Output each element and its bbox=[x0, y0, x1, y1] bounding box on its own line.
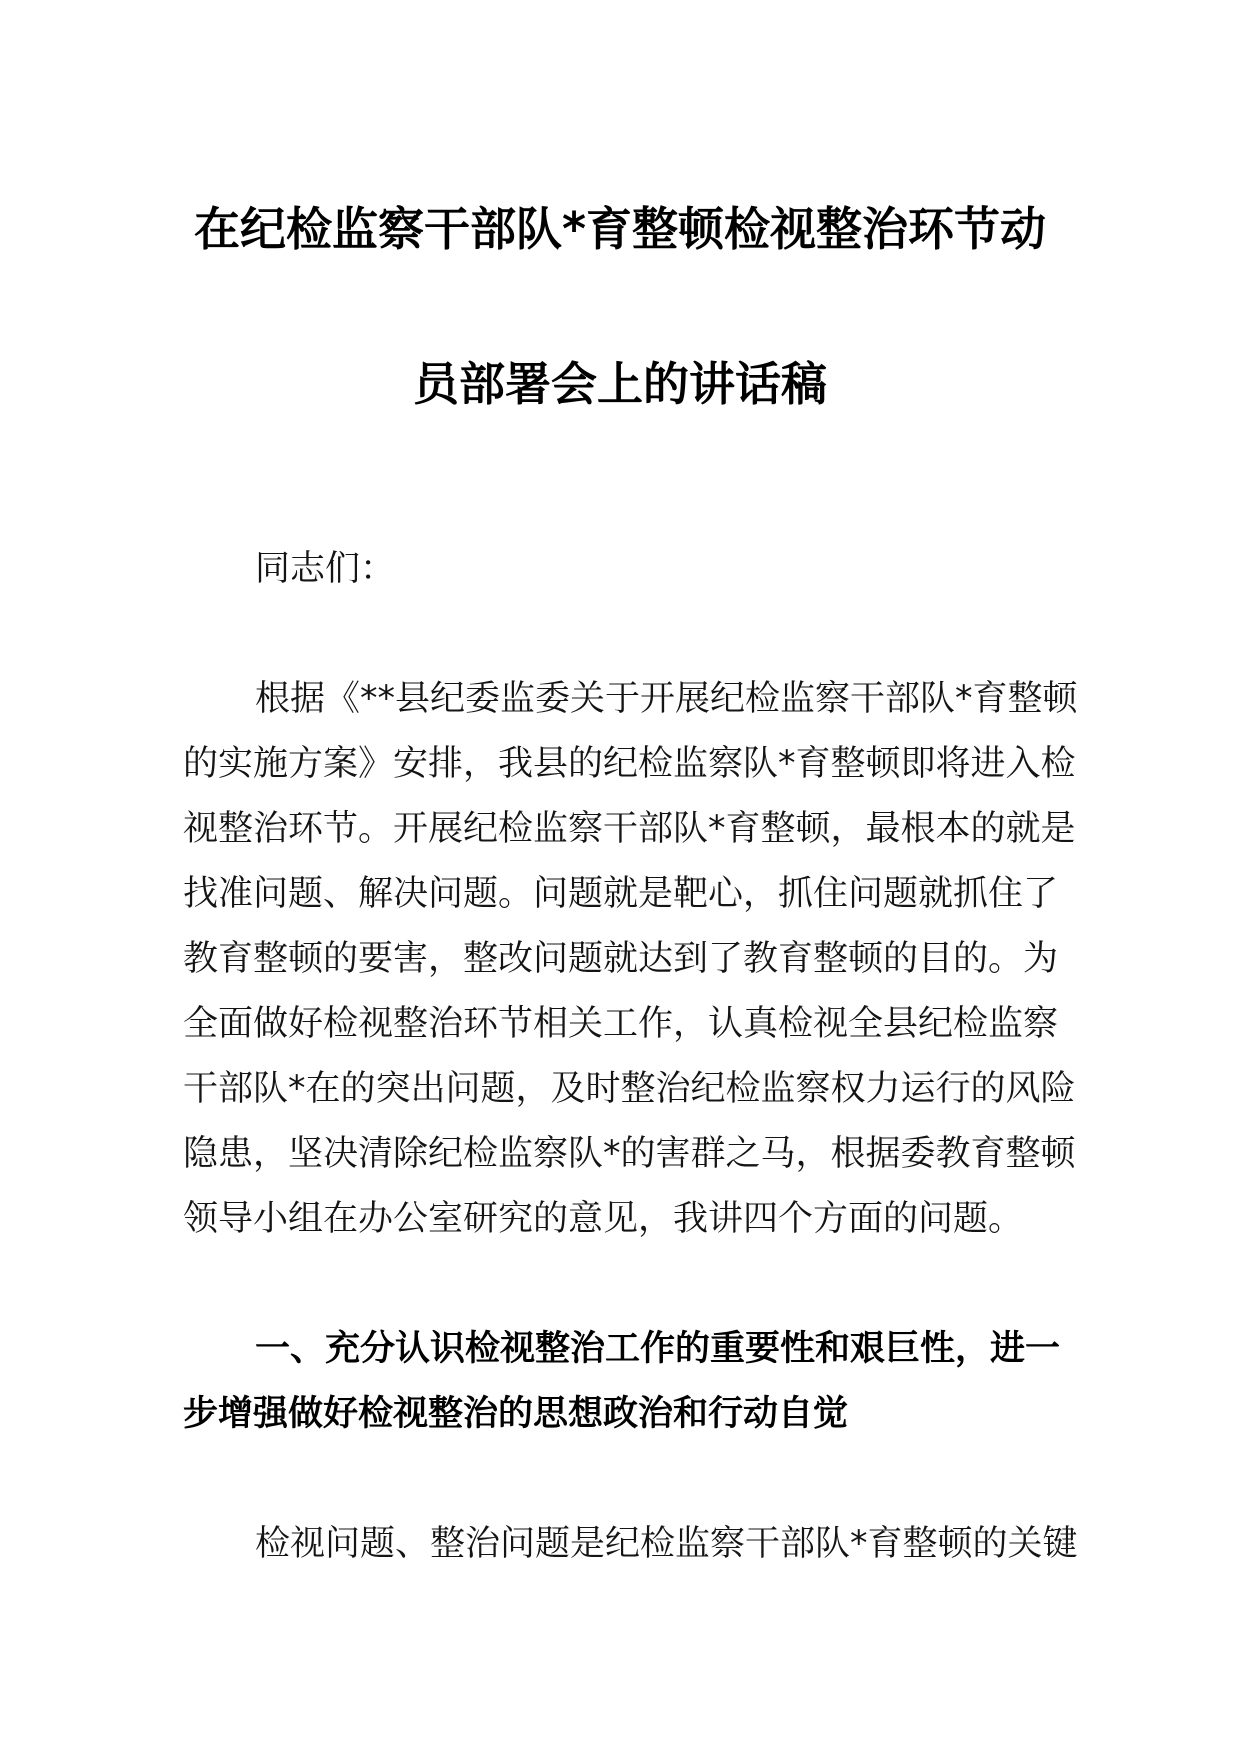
text-line: 步增强做好检视整治的思想政治和行动自觉 bbox=[183, 1394, 849, 1434]
text-line: 全面做好检视整治环节相关工作，认真检视全县纪检监察 bbox=[183, 1004, 1059, 1044]
paragraph bbox=[183, 537, 1063, 602]
paragraph bbox=[183, 1512, 1078, 1577]
text-line: 领导小组在办公室研究的意见，我讲四个方面的问题。 bbox=[183, 1199, 1024, 1239]
text-line: 干部队*在的突出问题，及时整治纪检监察权力运行的风险 bbox=[183, 1069, 1076, 1109]
section-heading bbox=[183, 1317, 1063, 1447]
document-title-line-2: 员部署会上的讲话稿 bbox=[413, 357, 827, 411]
text-line: 一、充分认识检视整治工作的重要性和艰巨性，进一 bbox=[255, 1329, 1061, 1369]
text-line: 教育整顿的要害，整改问题就达到了教育整顿的目的。为 bbox=[183, 939, 1059, 979]
text-line: 的实施方案》安排，我县的纪检监察队*育整顿即将进入检 bbox=[183, 744, 1076, 784]
text-line: 隐患，坚决清除纪检监察队*的害群之马，根据委教育整顿 bbox=[183, 1134, 1076, 1174]
paragraph bbox=[183, 667, 1078, 1252]
text-line: 根据《**县纪委监委关于开展纪检监察干部队*育整顿 bbox=[255, 679, 1078, 719]
text-line: 检视问题、整治问题是纪检监察干部队*育整顿的关键 bbox=[255, 1524, 1078, 1564]
document-title-line-1: 在纪检监察干部队*育整顿检视整治环节动 bbox=[193, 202, 1047, 256]
text-line: 视整治环节。开展纪检监察干部队*育整顿，最根本的就是 bbox=[183, 809, 1076, 849]
text-line: 同志们： bbox=[255, 549, 396, 589]
text-line: 找准问题、解决问题。问题就是靶心，抓住问题就抓住了 bbox=[183, 874, 1059, 914]
document-body bbox=[183, 537, 1078, 1577]
